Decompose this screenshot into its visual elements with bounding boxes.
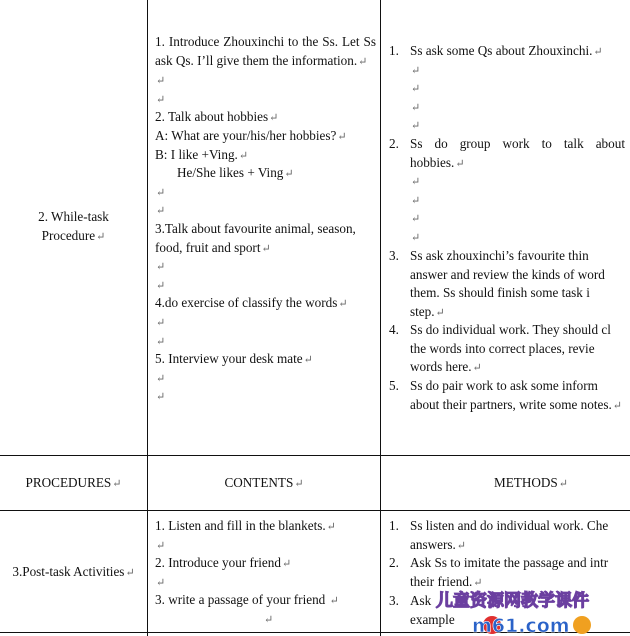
row-divider-1 — [0, 455, 630, 456]
while-task-methods-cell — [381, 0, 630, 455]
post-method-3: Ask example — [410, 593, 455, 627]
post-method-2: Ask Ss to imitate the passage and intr their friend.↵ — [410, 555, 609, 589]
method-2: Ss do group work to talk about hobbies.↵ ↵ ↵ ↵ ↵ — [410, 136, 625, 244]
post-task-contents-cell: 1. Listen and fill in the blankets.↵ ↵ 2. Introduce your friend↵ ↵ 3. write a passage of your friend ↵ ↵ — [155, 517, 380, 629]
content-favourite: 3.Talk about favourite animal, season, — [155, 220, 356, 236]
content-listen: 1. Listen and fill in the blankets.↵ — [155, 518, 336, 533]
method-number: 1. — [389, 43, 399, 58]
method-number: 2. — [389, 555, 399, 570]
content-exercise: 4.do exercise of classify the words↵ — [155, 295, 348, 311]
watermark-site: m61.com — [472, 615, 570, 636]
header-methods: METHODS↵ — [494, 475, 568, 490]
post-method-1: Ss listen and do individual work. Che answers.↵ — [410, 518, 609, 552]
method-number: 3. — [389, 248, 399, 263]
content-dialog-b: B: I like +Ving.↵ — [155, 146, 249, 162]
method-number: 1. — [389, 518, 399, 533]
header-procedures: PROCEDURES↵ — [25, 475, 122, 490]
method-5: Ss do pair work to ask some inform about their partners, write some notes.↵ — [410, 378, 623, 412]
content-introduce-friend: 2. Introduce your friend↵ — [155, 555, 292, 571]
site-watermark-logo — [430, 586, 630, 636]
content-interview: 5. Interview your desk mate↵ — [155, 351, 313, 367]
header-contents: CONTENTS↵ — [224, 475, 304, 490]
watermark-text: 儿童资源网教学课件 — [436, 591, 589, 611]
watermark-dot-icon — [573, 616, 591, 634]
content-write-passage: 3. write a passage of your friend ↵ — [155, 592, 339, 608]
column-divider-1 — [147, 0, 148, 636]
method-number: 4. — [389, 322, 399, 337]
content-intro: 1. Introduce Zhouxinchi to the Ss. Let Ss ask Qs. I’ll give them the information.↵ — [155, 34, 376, 68]
method-4: Ss do individual work. They should cl the words into correct places, revie words here.↵ — [410, 322, 611, 375]
content-hobbies: 2. Talk about hobbies↵ — [155, 109, 279, 125]
method-3: Ss ask zhouxinchi’s favourite thin answer and review the kinds of word them. Ss should finish some task i step.↵ — [410, 248, 605, 319]
content-dialog-c: He/She likes + Ving↵ — [177, 165, 294, 181]
post-task-stage-cell: 3.Post-task Activities↵ — [12, 564, 135, 579]
while-task-stage-cell — [0, 208, 147, 245]
stage-label: 2. While-task — [38, 209, 109, 224]
content-dialog-a: A: What are your/his/her hobbies?↵ — [155, 127, 347, 143]
stage-label: Procedure↵ — [41, 227, 106, 243]
while-task-contents-cell: 1. Introduce Zhouxinchi to the Ss. Let Ss ask Qs. I’ll give them the information.↵ ↵ ↵ 2. Talk about hobbies↵ A: What are your/his/her hobbies?↵ B: I like +Ving.↵ He/She likes + Ving↵ ↵ ↵ 3.Talk about favourite animal, season, food, fruit and sport↵ ↵ ↵ 4.do exercise of classify the words↵ ↵ ↵ 5. Interview your desk mate↵ ↵ ↵ — [155, 34, 376, 404]
method-number: 2. — [389, 136, 399, 151]
method-number: 3. — [389, 593, 399, 608]
method-number: 5. — [389, 378, 399, 393]
method-1: Ss ask some Qs about Zhouxinchi.↵ ↵ ↵ ↵ ↵ — [410, 43, 603, 133]
